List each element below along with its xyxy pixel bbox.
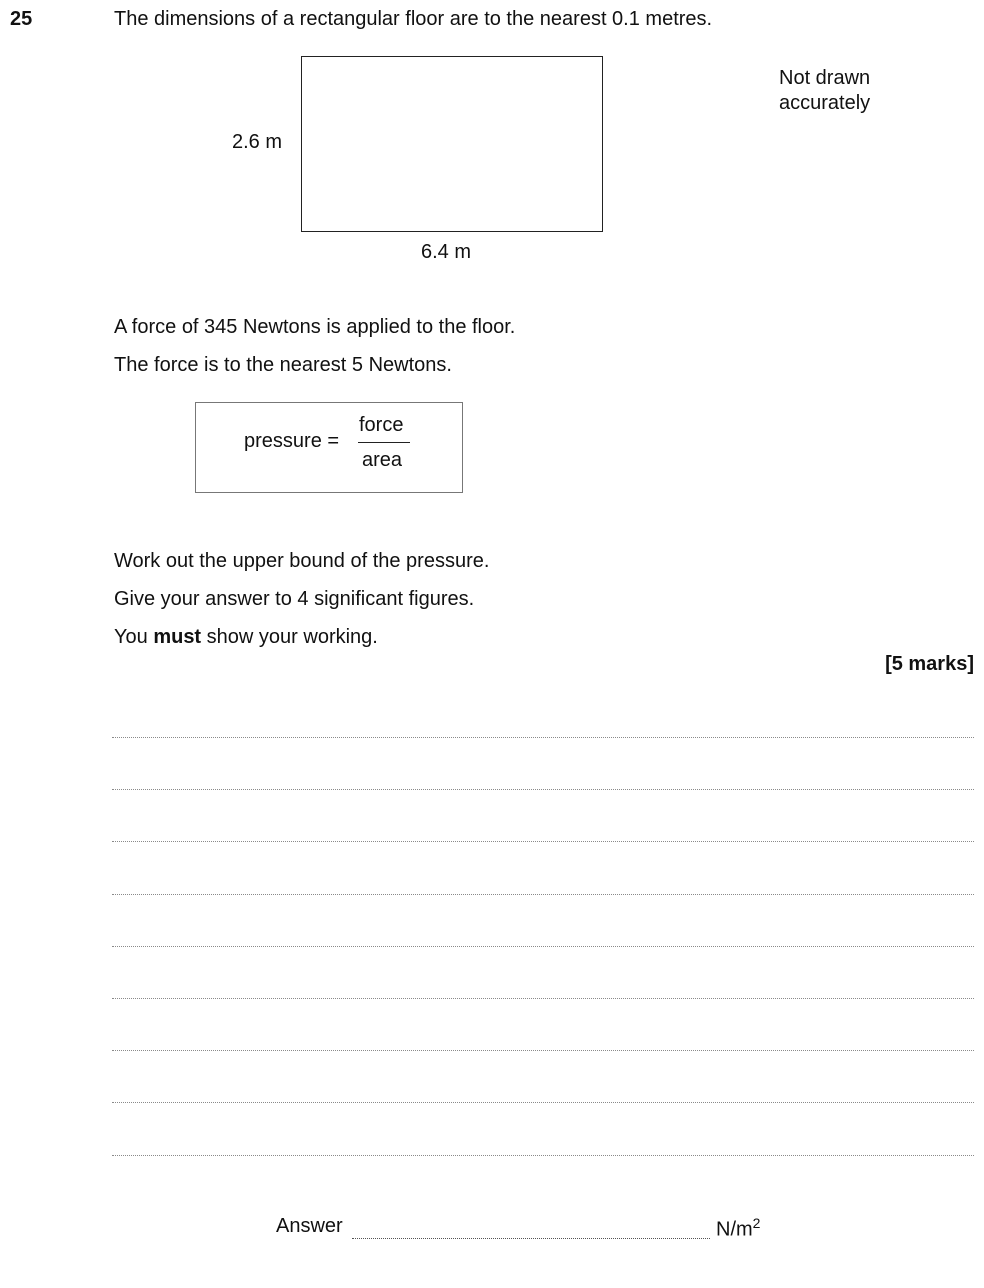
working-line[interactable] (112, 998, 974, 999)
task-line-2: Give your answer to 4 significant figures. (114, 588, 475, 610)
force-statement: A force of 345 Newtons is applied to the floor. (114, 316, 516, 338)
task-line-3-emphasis: must (153, 626, 202, 648)
working-line[interactable] (112, 946, 974, 947)
fraction-bar (358, 442, 410, 443)
working-line[interactable] (112, 1050, 974, 1051)
answer-unit (716, 1215, 760, 1242)
force-precision-statement: The force is to the nearest 5 Newtons. (114, 354, 452, 376)
answer-unit-base: N/m (716, 1218, 753, 1241)
answer-label: Answer (276, 1215, 343, 1237)
answer-blank[interactable] (352, 1238, 710, 1239)
working-line[interactable] (112, 1155, 974, 1156)
working-line[interactable] (112, 1102, 974, 1103)
task-line-3 (114, 626, 378, 649)
question-intro: The dimensions of a rectangular floor are to the nearest 0.1 metres. (114, 8, 713, 30)
marks-allocation: [5 marks] (885, 653, 974, 675)
question-number: 25 (10, 8, 33, 30)
task-line-3-pre: You (114, 626, 154, 648)
floor-rectangle (301, 56, 603, 232)
rectangle-width-label: 6.4 m (421, 241, 472, 263)
note-line-1: Not drawn (779, 67, 871, 89)
working-line[interactable] (112, 894, 974, 895)
working-line[interactable] (112, 841, 974, 842)
answer-unit-exponent: 2 (752, 1215, 761, 1231)
task-line-1: Work out the upper bound of the pressure. (114, 550, 490, 572)
note-line-2: accurately (779, 92, 871, 114)
not-drawn-accurately-note (779, 66, 870, 116)
rectangle-height-label: 2.6 m (232, 131, 283, 153)
task-line-3-post: show your working. (201, 626, 378, 648)
formula-numerator: force (359, 414, 404, 436)
working-line[interactable] (112, 789, 974, 790)
working-line[interactable] (112, 737, 974, 738)
formula-lhs: pressure = (244, 430, 340, 452)
formula-denominator: area (362, 449, 403, 471)
